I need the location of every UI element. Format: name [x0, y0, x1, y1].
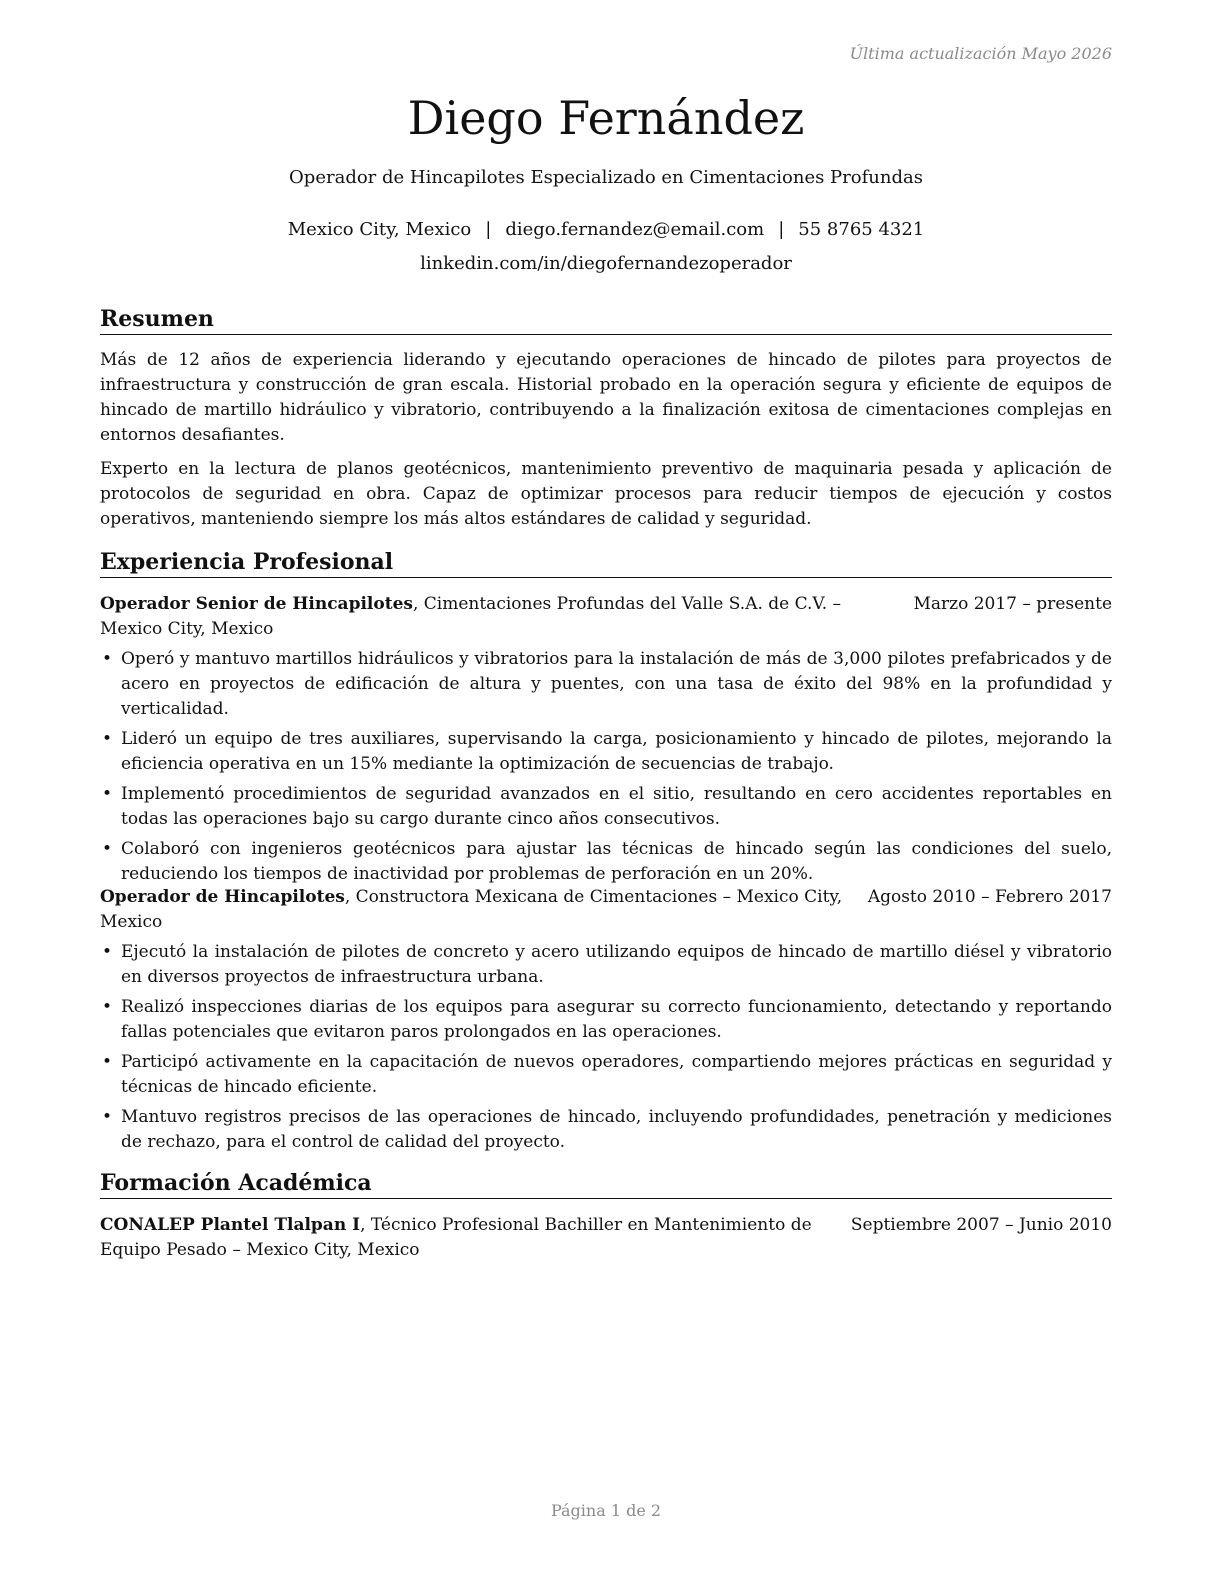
contact-line [100, 219, 1112, 240]
list-item: • Colaboró con ingenieros geotécnicos para ajustar las técnicas de hincado según las condiciones del suelo, reduciendo los tiempos de inactividad por problemas de perforación en un 20%. [100, 837, 1112, 887]
job-bullets [100, 647, 1112, 892]
summary-paragraph-1: Más de 12 años de experiencia liderando y ejecutando operaciones de hincado de pilotes para proyectos de infraestructura y construcción de gran escala. Historial probado en la operación segura y eficiente de equipos de hincado de martillo hidráulico y vibratorio, contribuyendo a la finalización exitosa de cimentaciones complejas en entornos desafiantes. [100, 350, 1112, 445]
job-role: Operador de Hincapilotes [100, 887, 345, 907]
contact-separator: | [485, 219, 492, 240]
contact-location: Mexico City, Mexico [287, 219, 472, 240]
job-bullets [100, 940, 1112, 1160]
section-title-education: Formación Académica [100, 1169, 1112, 1199]
candidate-subtitle: Operador de Hincapilotes Especializado en Cimentaciones Profundas [289, 167, 923, 188]
section-title-experience: Experiencia Profesional [100, 548, 1112, 578]
education-dates: Septiembre 2007 – Junio 2010 [850, 1215, 1112, 1235]
list-item: • Operó y mantuvo martillos hidráulicos y vibratorios para la instalación de más de 3,000 pilotes prefabricados y de acero en proyectos de edificación de altura y puentes, con una tasa de éxito del 98% en la profundidad y verticalidad. [100, 647, 1112, 722]
list-item: • Mantuvo registros precisos de las operaciones de hincado, incluyendo profundidades, penetración y mediciones de rechazo, para el control de calidad del proyecto. [100, 1105, 1112, 1155]
education-detail: , Técnico Profesional Bachiller en Mantenimiento de Equipo Pesado – Mexico City, Mexico [100, 1215, 812, 1260]
list-item: • Implementó procedimientos de seguridad avanzados en el sitio, resultando en cero accidentes reportables en todas las operaciones bajo su cargo durante cinco años consecutivos. [100, 782, 1112, 832]
job-header [100, 592, 1112, 642]
job-dates: Marzo 2017 – presente [913, 594, 1112, 614]
list-item: • Realizó inspecciones diarias de los equipos para asegurar su correcto funcionamiento, detectando y reportando fallas potenciales que evitaron paros prolongados en las operaciones. [100, 995, 1112, 1045]
list-item: • Ejecutó la instalación de pilotes de concreto y acero utilizando equipos de hincado de martillo diésel y vibratorio en diversos proyectos de infraestructura urbana. [100, 940, 1112, 990]
contact-separator: | [778, 219, 785, 240]
page-number: Página 1 de 2 [550, 1501, 662, 1520]
job-role: Operador Senior de Hincapilotes [100, 594, 413, 614]
education-school: CONALEP Plantel Tlalpan I [100, 1215, 361, 1235]
list-item: • Lideró un equipo de tres auxiliares, supervisando la carga, posicionamiento y hincado de pilotes, mejorando la eficiencia operativa en un 15% mediante la optimización de secuencias de trabajo. [100, 727, 1112, 777]
resume-page [100, 0, 1112, 1584]
job-company: , Constructora Mexicana de Cimentaciones – Mexico City, Mexico [100, 887, 843, 932]
contact-phone: 55 8765 4321 [798, 219, 925, 240]
last-updated: Última actualización Mayo 2026 [849, 44, 1112, 63]
section-title-summary: Resumen [100, 305, 1112, 335]
summary-paragraph-2: Experto en la lectura de planos geotécnicos, mantenimiento preventivo de maquinaria pesada y aplicación de protocolos de seguridad en obra. Capaz de optimizar procesos para reducir tiempos de ejecución y costos operativos, manteniendo siempre los más altos estándares de calidad y seguridad. [100, 459, 1112, 529]
education-entry [100, 1213, 1112, 1263]
job-header [100, 885, 1112, 935]
contact-email[interactable]: diego.fernandez@email.com [505, 219, 765, 240]
contact-linkedin[interactable]: linkedin.com/in/diegofernandezoperador [420, 253, 792, 274]
list-item: • Participó activamente en la capacitación de nuevos operadores, compartiendo mejores prácticas en seguridad y técnicas de hincado eficiente. [100, 1050, 1112, 1100]
candidate-name: Diego Fernández [407, 91, 805, 145]
job-dates: Agosto 2010 – Febrero 2017 [867, 887, 1112, 907]
job-company: , Cimentaciones Profundas del Valle S.A. de C.V. – Mexico City, Mexico [100, 594, 842, 639]
